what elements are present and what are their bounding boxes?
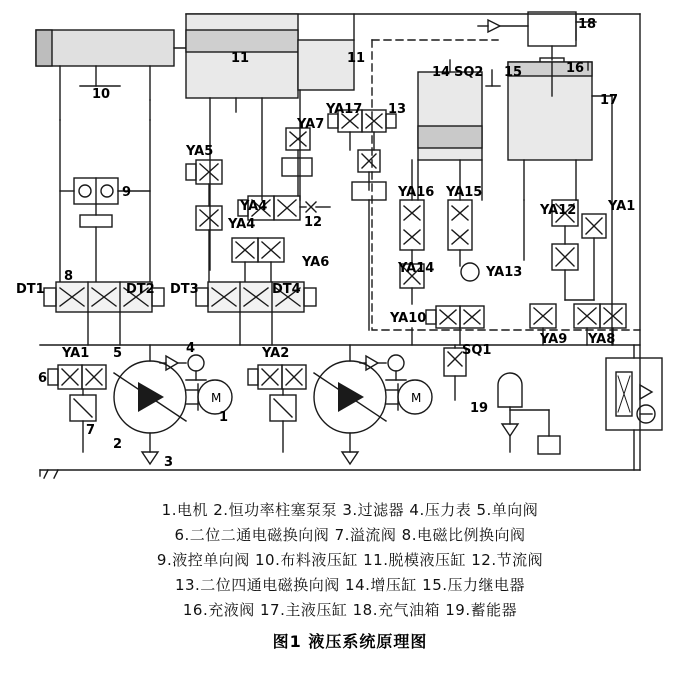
label-item-18: 18 [578,17,597,32]
label-item-3: 3 [164,455,174,470]
label-YA4: YA4 [240,199,268,214]
label-YA9: YA9 [540,332,568,347]
label-motor-1: M [211,391,222,405]
label-item-1: 1 [219,410,229,425]
label-YA2: YA2 [262,346,290,361]
label-motor-2: M [411,391,422,405]
legend-line-3: 9.液控单向阀 10.布料液压缸 11.脱模液压缸 12.节流阀 [156,551,544,569]
label-item-7: 7 [86,423,96,438]
label-item-10: 10 [92,87,111,102]
label-YA17: YA17 [326,102,363,117]
label-DT4: DT4 [272,282,301,297]
figure-legend [0,498,700,652]
label-YA6: YA6 [302,255,330,270]
label-DT1: DT1 [16,282,45,297]
label-YA1-right: YA1 [608,199,636,214]
label-item-11-b: 11 [347,51,366,66]
legend-line-4: 13.二位四通电磁换向阀 14.增压缸 15.压力继电器 [174,576,526,594]
label-YA4-b: YA4 [228,217,256,232]
label-item-17: 17 [600,93,619,108]
label-YA12: YA12 [540,203,577,218]
legend-line-1: 1.电机 2.恒功率柱塞泵泵 3.过滤器 4.压力表 5.单向阀 [161,501,539,519]
legend-line-5: 16.充液阀 17.主液压缸 18.充气油箱 19.蓄能器 [182,601,518,619]
label-YA15: YA15 [446,185,483,200]
label-item-14: 14 [432,65,451,80]
label-item-15: 15 [504,65,523,80]
label-YA7: YA7 [297,117,325,132]
label-item-19: 19 [470,401,489,416]
label-item-11-a: 11 [231,51,250,66]
label-YA13: YA13 [486,265,523,280]
legend-line-2: 6.二位二通电磁换向阀 7.溢流阀 8.电磁比例换向阀 [174,526,526,544]
label-item-13: 13 [388,102,407,117]
label-item-8: 8 [64,269,74,284]
label-YA10: YA10 [390,311,427,326]
label-YA1-left: YA1 [62,346,90,361]
label-item-5: 5 [113,346,123,361]
label-YA5: YA5 [186,144,214,159]
label-item-2: 2 [113,437,123,452]
label-YA8: YA8 [588,332,616,347]
label-YA16: YA16 [398,185,435,200]
label-YA14: YA14 [398,261,435,276]
label-item-4: 4 [186,341,196,356]
figure-caption: 图1 液压系统原理图 [272,632,428,651]
label-SQ2: SQ2 [454,65,484,80]
label-item-12: 12 [304,215,323,230]
label-SQ1: SQ1 [462,343,492,358]
label-DT2: DT2 [126,282,155,297]
label-DT3: DT3 [170,282,199,297]
label-item-6: 6 [38,371,48,386]
label-item-9: 9 [122,185,132,200]
label-item-16: 16 [566,61,585,76]
